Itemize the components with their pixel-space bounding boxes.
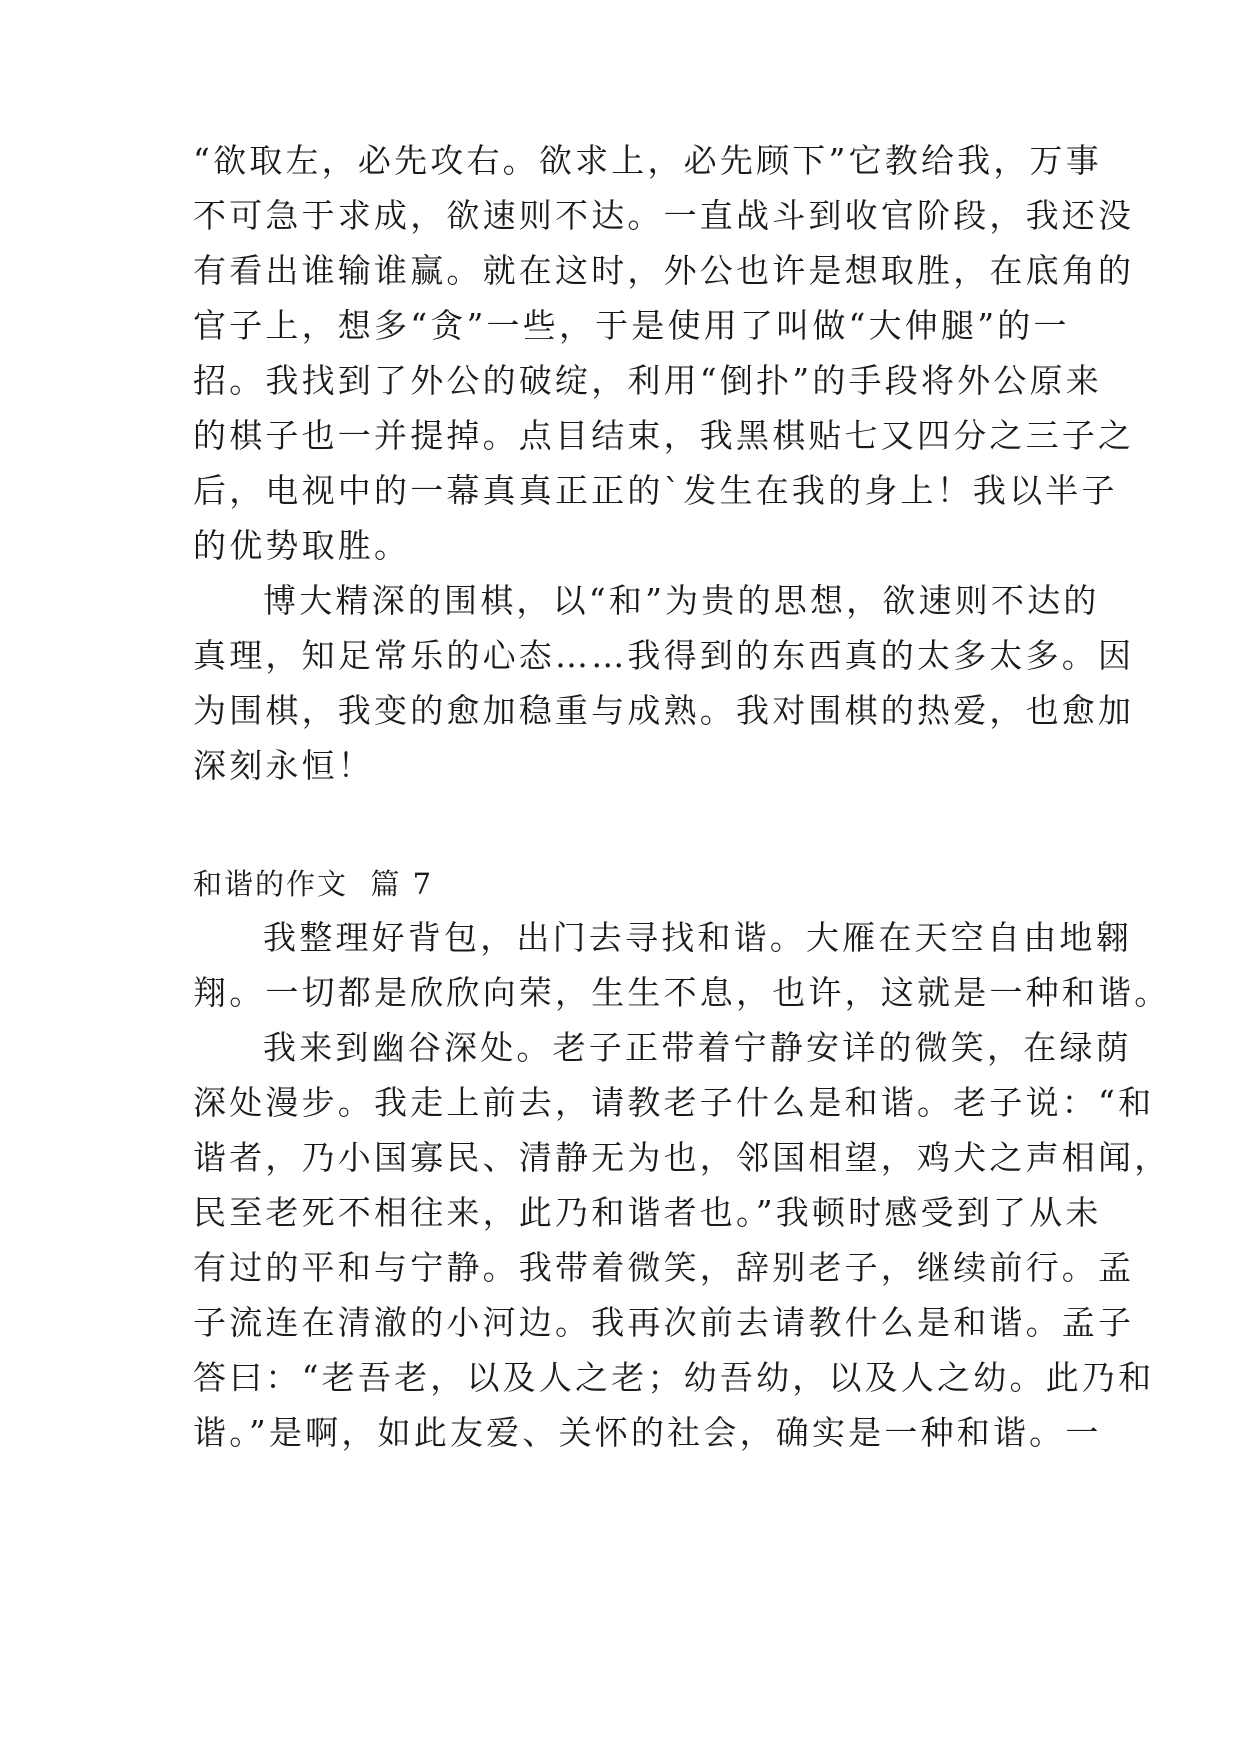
paragraph-line: 有看出谁输谁赢。就在这时，外公也许是想取胜，在底角的 xyxy=(193,251,1135,290)
paragraph-line: 真理，知足常乐的心态……我得到的东西真的太多太多。因 xyxy=(193,636,1135,675)
paragraph-line: “欲取左，必先攻右。欲求上，必先顾下”它教给我，万事 xyxy=(193,141,1102,180)
paragraph-line: 翔。一切都是欣欣向荣，生生不息，也许，这就是一种和谐。 xyxy=(193,973,1171,1012)
paragraph-line: 深刻永恒！ xyxy=(193,746,374,785)
paragraph-line: 不可急于求成，欲速则不达。一直战斗到收官阶段，我还没 xyxy=(193,196,1135,235)
paragraph-line: 谐。”是啊，如此友爱、关怀的社会，确实是一种和谐。一 xyxy=(193,1413,1102,1452)
paragraph-line: 后，电视中的一幕真真正正的`发生在我的身上！我以半子 xyxy=(193,471,1118,510)
paragraph-line: 子流连在清澈的小河边。我再次前去请教什么是和谐。孟子 xyxy=(193,1303,1135,1342)
paragraph-line: 我来到幽谷深处。老子正带着宁静安详的微笑，在绿荫 xyxy=(263,1028,1132,1067)
paragraph-line: 谐者，乃小国寡民、清静无为也，邻国相望，鸡犬之声相闻， xyxy=(193,1138,1171,1177)
paragraph-line: 的棋子也一并提掉。点目结束，我黑棋贴七又四分之三子之 xyxy=(193,416,1135,455)
paragraph-line: 民至老死不相往来，此乃和谐者也。”我顿时感受到了从未 xyxy=(193,1193,1102,1232)
paragraph-line: 为围棋，我变的愈加稳重与成熟。我对围棋的热爱，也愈加 xyxy=(193,691,1135,730)
paragraph-line: 我整理好背包，出门去寻找和谐。大雁在天空自由地翱 xyxy=(263,918,1132,957)
paragraph-line: 有过的平和与宁静。我带着微笑，辞别老子，继续前行。孟 xyxy=(193,1248,1135,1287)
paragraph-line: 招。我找到了外公的破绽，利用“倒扑”的手段将外公原来 xyxy=(193,361,1102,400)
paragraph-line: 博大精深的围棋，以“和”为贵的思想，欲速则不达的 xyxy=(263,581,1100,620)
paragraph-line: 官子上，想多“贪”一些，于是使用了叫做“大伸腿”的一 xyxy=(193,306,1070,345)
paragraph-line: 深处漫步。我走上前去，请教老子什么是和谐。老子说：“和 xyxy=(193,1083,1155,1122)
essay-heading: 和谐的作文 篇 7 xyxy=(193,867,434,901)
paragraph-line: 答曰：“老吾老，以及人之老；幼吾幼，以及人之幼。此乃和 xyxy=(193,1358,1155,1397)
paragraph-line: 的优势取胜。 xyxy=(193,526,411,565)
